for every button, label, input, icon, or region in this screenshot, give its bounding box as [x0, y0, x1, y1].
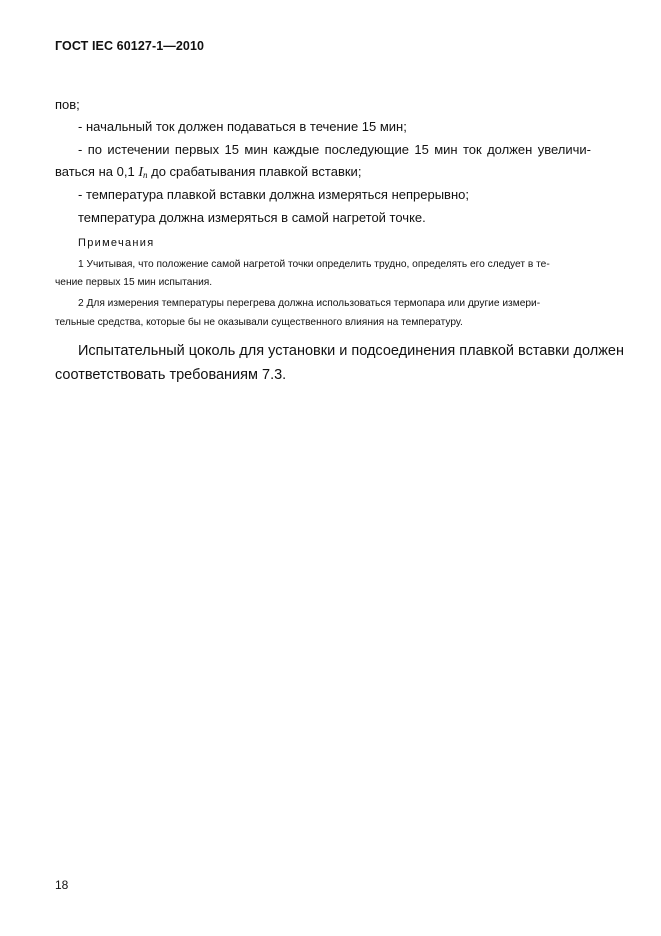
note-1-line-1: 1 Учитывая, что положение самой нагретой точки определить трудно, определять его следует в те-: [78, 259, 550, 270]
text-line-4-end: до срабатывания плавкой вставки;: [151, 164, 362, 179]
text-line-1: пов;: [55, 97, 80, 112]
text-line-4: [55, 164, 361, 183]
text-line-4-start: ваться на 0,1: [55, 164, 135, 179]
closing-line-2: соответствовать требованиям 7.3.: [55, 367, 287, 383]
list-item-initial-current: - начальный ток должен подаваться в течение 15 мин;: [78, 119, 407, 134]
note-1-line-2: чение первых 15 мин испытания.: [55, 277, 213, 288]
current-subscript: n: [142, 170, 148, 180]
list-item-temperature-measure: - температура плавкой вставки должна измеряться непрерывно;: [78, 187, 469, 202]
note-2-line-1: 2 Для измерения температуры перегрева должна использоваться термопара или другие измери-: [78, 298, 541, 309]
text-line-6: температура должна измеряться в самой нагретой точке.: [78, 210, 426, 225]
closing-line-1: Испытательный цоколь для установки и подсоединения плавкой вставки должен: [78, 343, 624, 359]
list-item-current-increase: - по истечении первых 15 мин каждые последующие 15 мин ток должен увеличи-: [78, 142, 591, 157]
current-symbol: I: [138, 165, 143, 180]
page-number: 18: [55, 878, 69, 892]
notes-title: Примечания: [78, 237, 155, 249]
note-2-line-2: тельные средства, которые бы не оказывали существенного влияния на температуру.: [55, 317, 463, 328]
document-header: ГОСТ IEC 60127-1—2010: [55, 39, 205, 53]
